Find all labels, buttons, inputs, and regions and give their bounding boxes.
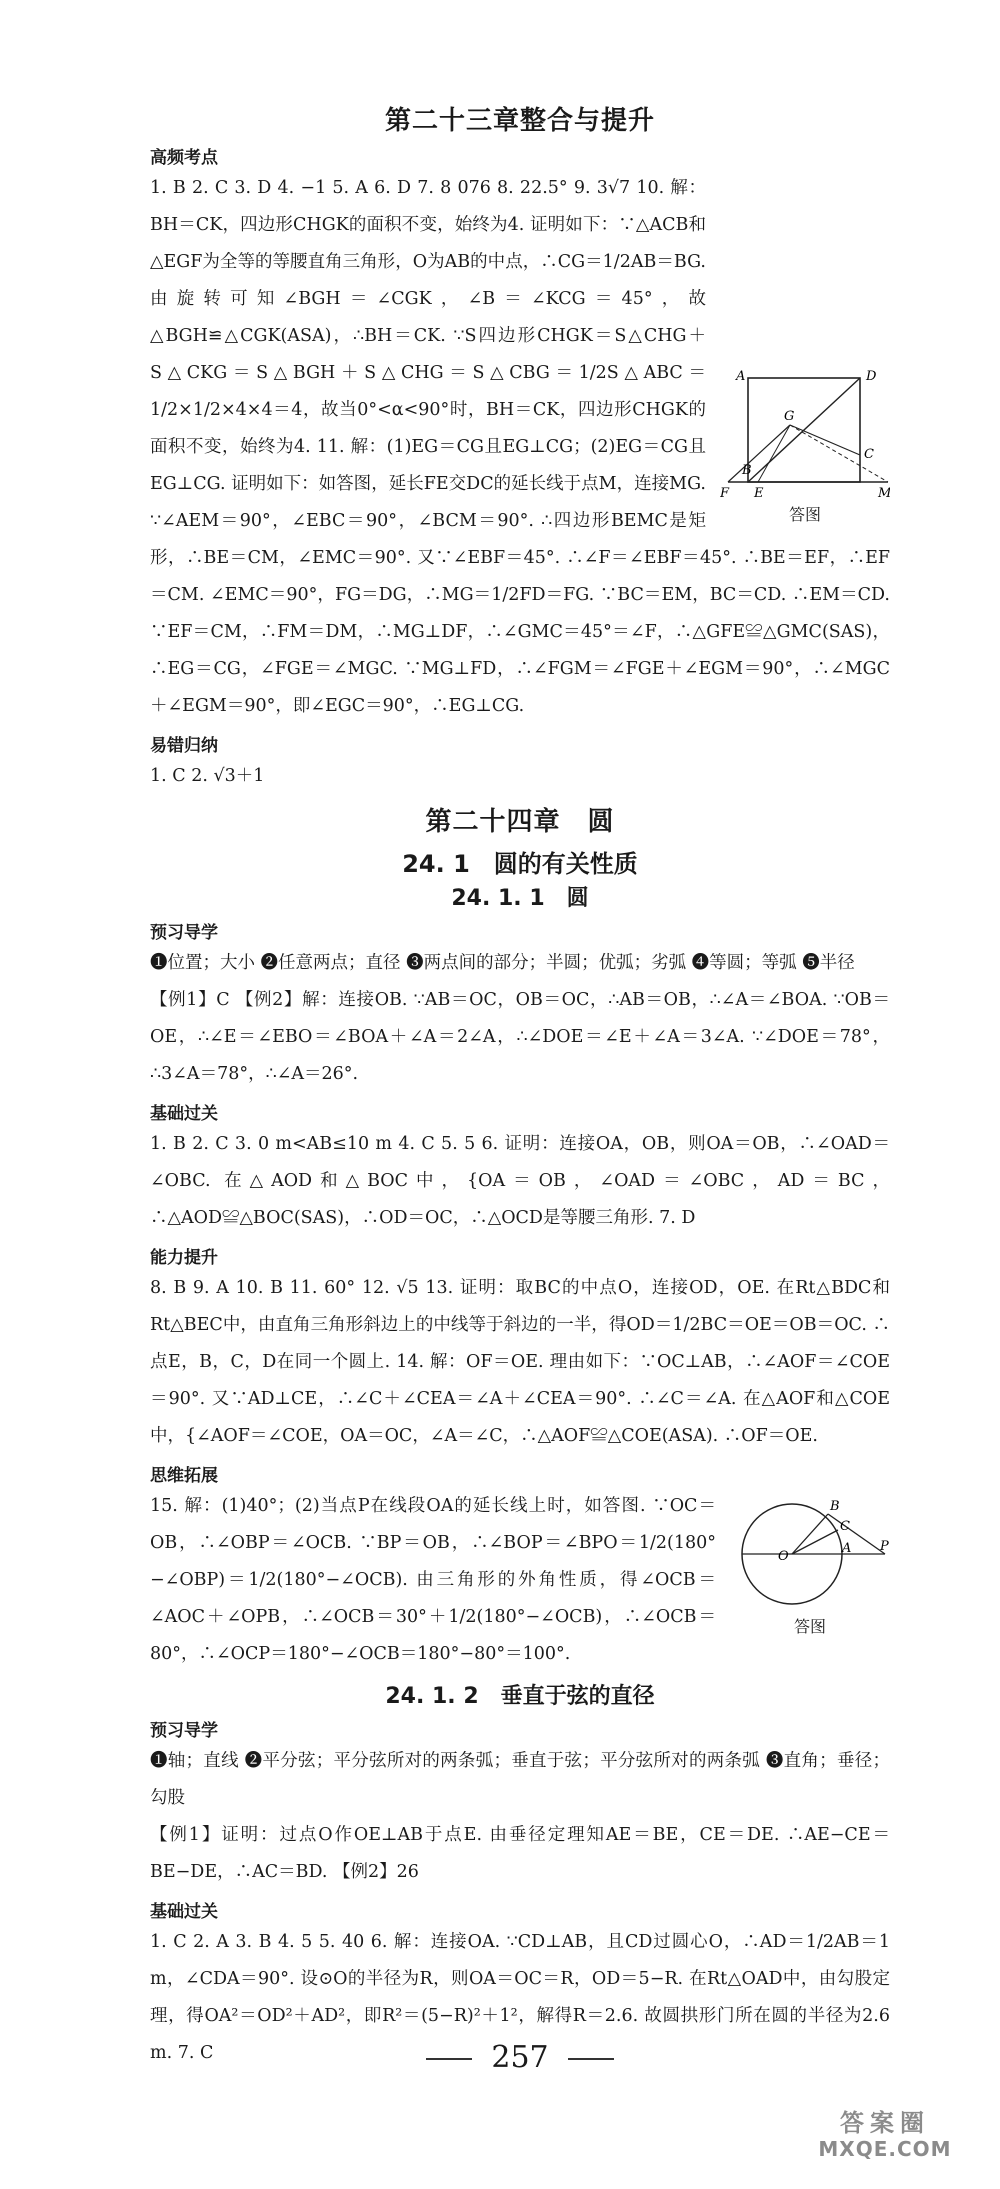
svg-text:E: E xyxy=(754,486,764,500)
section-head-yicuo: 易错归纳 xyxy=(150,736,218,756)
siwei-answers: 15. 解：(1)40°；(2)当点P在线段OA的延长线上时，如答图. ∵OC＝OB，∴∠OBP＝∠OCB. ∵BP＝OB，∴∠BOP＝∠BPO＝1/2(180°−∠OBP)＝1/2(180°−∠OCB). 由三角形的外角性质，得∠OCB＝∠AOC＋∠OPB，∴∠OCB＝30°＋1/2(180°−∠OCB)，∴∠OCB＝80°，∴∠OCP＝180°−∠OCB＝180°−80°＝100°. xyxy=(150,1496,716,1664)
page-number-dash-left xyxy=(426,2058,472,2060)
svg-text:P: P xyxy=(880,1539,889,1554)
svg-text:O: O xyxy=(778,1549,789,1564)
gaopin-answers: 1. B 2. C 3. D 4. −1 5. A 6. D 7. 8 076 8. 22.5° 9. 3√7 10. 解：BH＝CK，四边形CHGK的面积不变，始终为4. 证明如下：∵△ACB和△EGF为全等的等腰直角三角形，O为AB的中点，∴CG＝1/2AB＝BG. 由旋转可知∠BGH＝∠CGK，∠B＝∠KCG＝45°，故△BGH≌△CGK(ASA)，∴BH＝CK. ∵S四边形CHGK＝S△CHG＋S△CKG＝S△BGH＋S△CHG＝S△CBG＝1/2S△ABC＝1/2×1/2×4×4＝4，故当0°<α<90°时，BH＝CK，四边形CHGK的面积不变，始终为4. 11. 解：(1)EG＝CG且EG⊥CG；(2)EG＝CG且EG⊥CG. 证明如下：如答图，延长FE交DC的延长线于点M，连接MG. ∵∠AEM＝90°，∠EBC＝90°，∠BCM＝90°. ∴四边形BEMC是矩形，∴BE＝CM，∠EMC＝90°. 又∵∠EBF＝45°. ∴∠F＝∠EBF＝45°. ∴BE＝EF，∴EF＝CM. ∠EMC＝90°，FG＝DG，∴MG＝1/2FD＝FG. ∵BC＝EM，BC＝CD. ∴EM＝CD. ∵EF＝CM，∴FM＝DM，∴MG⊥DF，∴∠GMC＝45°＝∠F，∴△GFE≌△GMC(SAS)，∴EG＝CG，∠FGE＝∠MGC. ∵MG⊥FD，∴∠FGM＝∠FGE＋∠EGM＝90°，∴∠MGC＋∠EGM＝90°，即∠EGC＝90°，∴EG⊥CG. xyxy=(150,178,890,716)
svg-text:D: D xyxy=(866,370,877,384)
section-24-1-title: 24. 1 圆的有关性质 xyxy=(402,850,638,878)
circle-diagram xyxy=(730,1492,890,1612)
svg-text:C: C xyxy=(864,447,874,462)
example2-answers: 【例1】证明：过点O作OE⊥AB于点E. 由垂径定理知AE＝BE，CE＝DE. ∴AE−CE＝BE−DE，∴AC＝BD. 【例2】26 xyxy=(150,1825,890,1882)
subsection-24-1-2-title: 24. 1. 2 垂直于弦的直径 xyxy=(385,1684,655,1709)
figure2-caption: 答图 xyxy=(793,1617,826,1636)
svg-text:A: A xyxy=(842,1541,852,1556)
example-answers: 【例1】C 【例2】解：连接OB. ∵AB＝OC，OB＝OC，∴AB＝OB，∴∠A＝∠BOA. ∵OB＝OE，∴∠E＝∠EBO＝∠BOA＋∠A＝2∠A，∴∠DOE＝∠E＋∠A＝3∠A. ∵∠DOE＝78°，∴3∠A＝78°，∴∠A＝26°. xyxy=(150,990,890,1084)
jichu2-answers: 1. C 2. A 3. B 4. 5 5. 40 6. 解：连接OA. ∵CD⊥AB，且CD过圆心O，∴AD＝1/2AB＝1 m，∠CDA＝90°. 设⊙O的半径为R，则OA＝OC＝R，OD＝5−R. 在Rt△OAD中，由勾股定理，得OA²＝OD²＋AD²，即R²＝(5−R)²＋1²，解得R＝2.6. 故圆拱形门所在圆的半径为2.6 m. 7. C xyxy=(150,1932,890,2063)
svg-text:C: C xyxy=(840,1519,850,1534)
jichu-answers: 1. B 2. C 3. 0 m<AB≤10 m 4. C 5. 5 6. 证明：连接OA，OB，则OA＝OB，∴∠OAD＝∠OBC. 在△AOD和△BOC中，{OA＝OB，∠OAD＝∠OBC，AD＝BC，∴△AOD≌△BOC(SAS)，∴OD＝OC，∴△OCD是等腰三角形. 7. D xyxy=(150,1134,890,1228)
chapter23-title: 第二十三章整合与提升 xyxy=(384,106,655,136)
svg-text:B: B xyxy=(742,463,752,478)
yuxi-answers: ❶位置；大小 ❷任意两点；直径 ❸两点间的部分；半圆；优弧；劣弧 ❹等圆；等弧 ❺半径 xyxy=(150,953,855,973)
page-number-value: 257 xyxy=(491,2040,549,2075)
subsection-24-1-1-title: 24. 1. 1 圆 xyxy=(451,886,589,911)
svg-text:B: B xyxy=(830,1499,840,1514)
chapter24-title: 第二十四章 圆 xyxy=(425,807,615,837)
svg-text:M: M xyxy=(878,486,890,500)
watermark-top-text: 答案圈 xyxy=(840,2109,930,2137)
section-head-yuxi2: 预习导学 xyxy=(150,1721,218,1741)
nengli-answers: 8. B 9. A 10. B 11. 60° 12. √5 13. 证明：取BC的中点O，连接OD，OE. 在Rt△BDC和Rt△BEC中，由直角三角形斜边上的中线等于斜边的一半，得OD＝1/2BC＝OE＝OB＝OC. ∴点E，B，C，D在同一个圆上. 14. 解：OF＝OE. 理由如下：∵OC⊥AB，∴∠AOF＝∠COE＝90°. 又∵AD⊥CE，∴∠C＋∠CEA＝∠A＋∠CEA＝90°. ∴∠C＝∠A. 在△AOF和△COE中，{∠AOF＝∠COE，OA＝OC，∠A＝∠C，∴△AOF≌△COE(ASA). ∴OF＝OE. xyxy=(150,1278,890,1446)
square-diagram xyxy=(720,370,890,500)
svg-text:F: F xyxy=(720,486,730,500)
section-head-jichu: 基础过关 xyxy=(150,1104,218,1124)
svg-text:G: G xyxy=(784,409,795,424)
watermark-logo xyxy=(780,2110,990,2180)
yicuo-answers: 1. C 2. √3＋1 xyxy=(150,766,265,786)
section-head-jichu2: 基础过关 xyxy=(150,1902,218,1922)
siwei-block xyxy=(150,1488,890,1673)
section-head-nengli: 能力提升 xyxy=(150,1248,218,1268)
section-head-gaopin: 高频考点 xyxy=(150,148,218,168)
page-number-dash-right xyxy=(568,2058,614,2060)
yuxi2-answers: ❶轴；直线 ❷平分弦；平分弦所对的两条弧；垂直于弦；平分弦所对的两条弧 ❸直角；垂径；勾股 xyxy=(150,1751,890,1808)
figure-square xyxy=(720,370,890,525)
figure-caption: 答图 xyxy=(788,505,821,524)
page-content xyxy=(150,100,890,2072)
watermark-bottom-text: MXQE.COM xyxy=(818,2137,952,2161)
gaopin-block xyxy=(150,170,890,725)
section-head-siwei: 思维拓展 xyxy=(150,1466,218,1486)
section-head-yuxi: 预习导学 xyxy=(150,923,218,943)
page-number xyxy=(150,2040,890,2075)
label-A: A xyxy=(736,370,746,384)
figure-circle xyxy=(730,1492,890,1637)
